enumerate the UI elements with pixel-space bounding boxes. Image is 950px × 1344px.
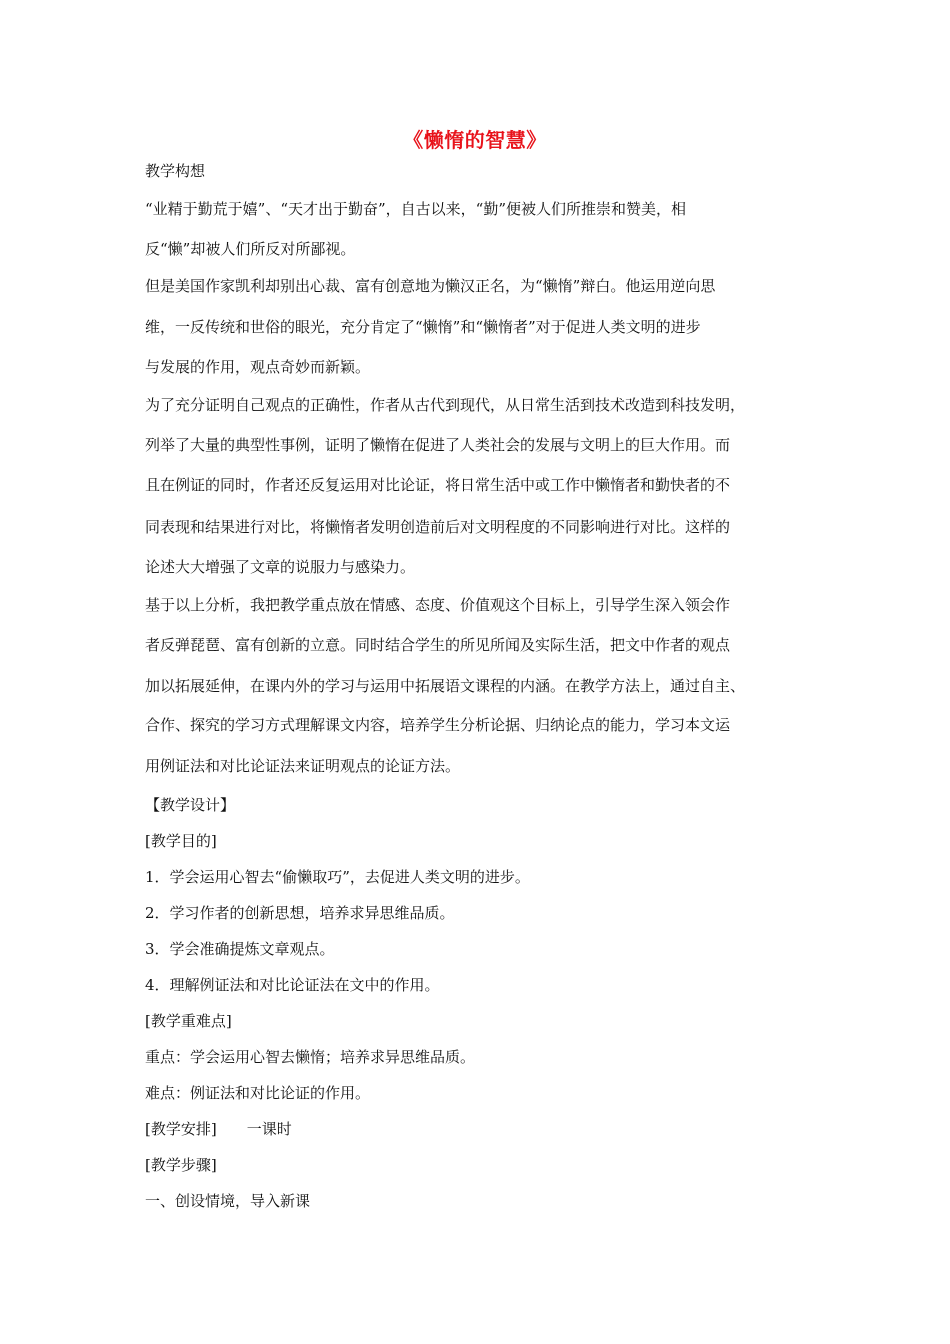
paragraph-line: “业精于勤荒于嬉”、“天才出于勤奋”，自古以来，“勤”便被人们所推崇和赞美，相 bbox=[145, 200, 687, 218]
paragraph-line: 加以拓展延伸，在课内外的学习与运用中拓展语文课程的内涵。在教学方法上，通过自主、 bbox=[145, 677, 746, 695]
paragraph-line: 维，一反传统和世俗的眼光，充分肯定了“懒惰”和“懒惰者”对于促进人类文明的进步 bbox=[145, 318, 701, 336]
difficulty-line: 难点：例证法和对比论证的作用。 bbox=[145, 1084, 371, 1102]
list-item: 3．学会准确提炼文章观点。 bbox=[145, 940, 335, 958]
paragraph-line: 但是美国作家凯利却别出心裁、富有创意地为懒汉正名，为“懒惰”辩白。他运用逆向思 bbox=[145, 277, 716, 295]
paragraph-line: 反“懒”却被人们所反对所鄙视。 bbox=[145, 240, 356, 258]
section-heading-teaching-design: 【教学设计】 bbox=[145, 796, 236, 814]
paragraph-line: 合作、探究的学习方式理解课文内容，培养学生分析论据、归纳论点的能力，学习本文运 bbox=[145, 716, 731, 734]
paragraph-line: 同表现和结果进行对比，将懒惰者发明创造前后对文明程度的不同影响进行对比。这样的 bbox=[145, 518, 731, 536]
list-item: 4．理解例证法和对比论证法在文中的作用。 bbox=[145, 976, 440, 994]
heading-teaching-concept: 教学构想 bbox=[145, 162, 206, 180]
paragraph-line: 者反弹琵琶、富有创新的立意。同时结合学生的所见所闻及实际生活，把文中作者的观点 bbox=[145, 636, 731, 654]
paragraph-line: 用例证法和对比论证法来证明观点的论证方法。 bbox=[145, 757, 461, 775]
step-heading: 一、创设情境，导入新课 bbox=[145, 1192, 311, 1210]
paragraph-line: 论述大大增强了文章的说服力与感染力。 bbox=[145, 558, 416, 576]
paragraph-line: 且在例证的同时，作者还反复运用对比论证，将日常生活中或工作中懒惰者和勤快者的不 bbox=[145, 476, 731, 494]
section-heading-arrangement: [教学安排] 一课时 bbox=[145, 1120, 292, 1138]
section-heading-teaching-objectives: [教学目的] bbox=[145, 832, 217, 850]
section-heading-steps: [教学步骤] bbox=[145, 1156, 217, 1174]
paragraph-line: 基于以上分析，我把教学重点放在情感、态度、价值观这个目标上，引导学生深入领会作 bbox=[145, 596, 731, 614]
paragraph-line: 列举了大量的典型性事例，证明了懒惰在促进了人类社会的发展与文明上的巨大作用。而 bbox=[145, 436, 731, 454]
section-heading-key-points: [教学重难点] bbox=[145, 1012, 232, 1030]
document-title: 《懒惰的智慧》 bbox=[403, 128, 547, 152]
key-point-line: 重点：学会运用心智去懒惰；培养求异思维品质。 bbox=[145, 1048, 476, 1066]
list-item: 1．学会运用心智去“偷懒取巧”，去促进人类文明的进步。 bbox=[145, 868, 530, 886]
list-item: 2．学习作者的创新思想，培养求异思维品质。 bbox=[145, 904, 455, 922]
paragraph-line: 为了充分证明自己观点的正确性，作者从古代到现代，从日常生活到技术改造到科技发明， bbox=[145, 396, 746, 414]
paragraph-line: 与发展的作用，观点奇妙而新颖。 bbox=[145, 358, 371, 376]
